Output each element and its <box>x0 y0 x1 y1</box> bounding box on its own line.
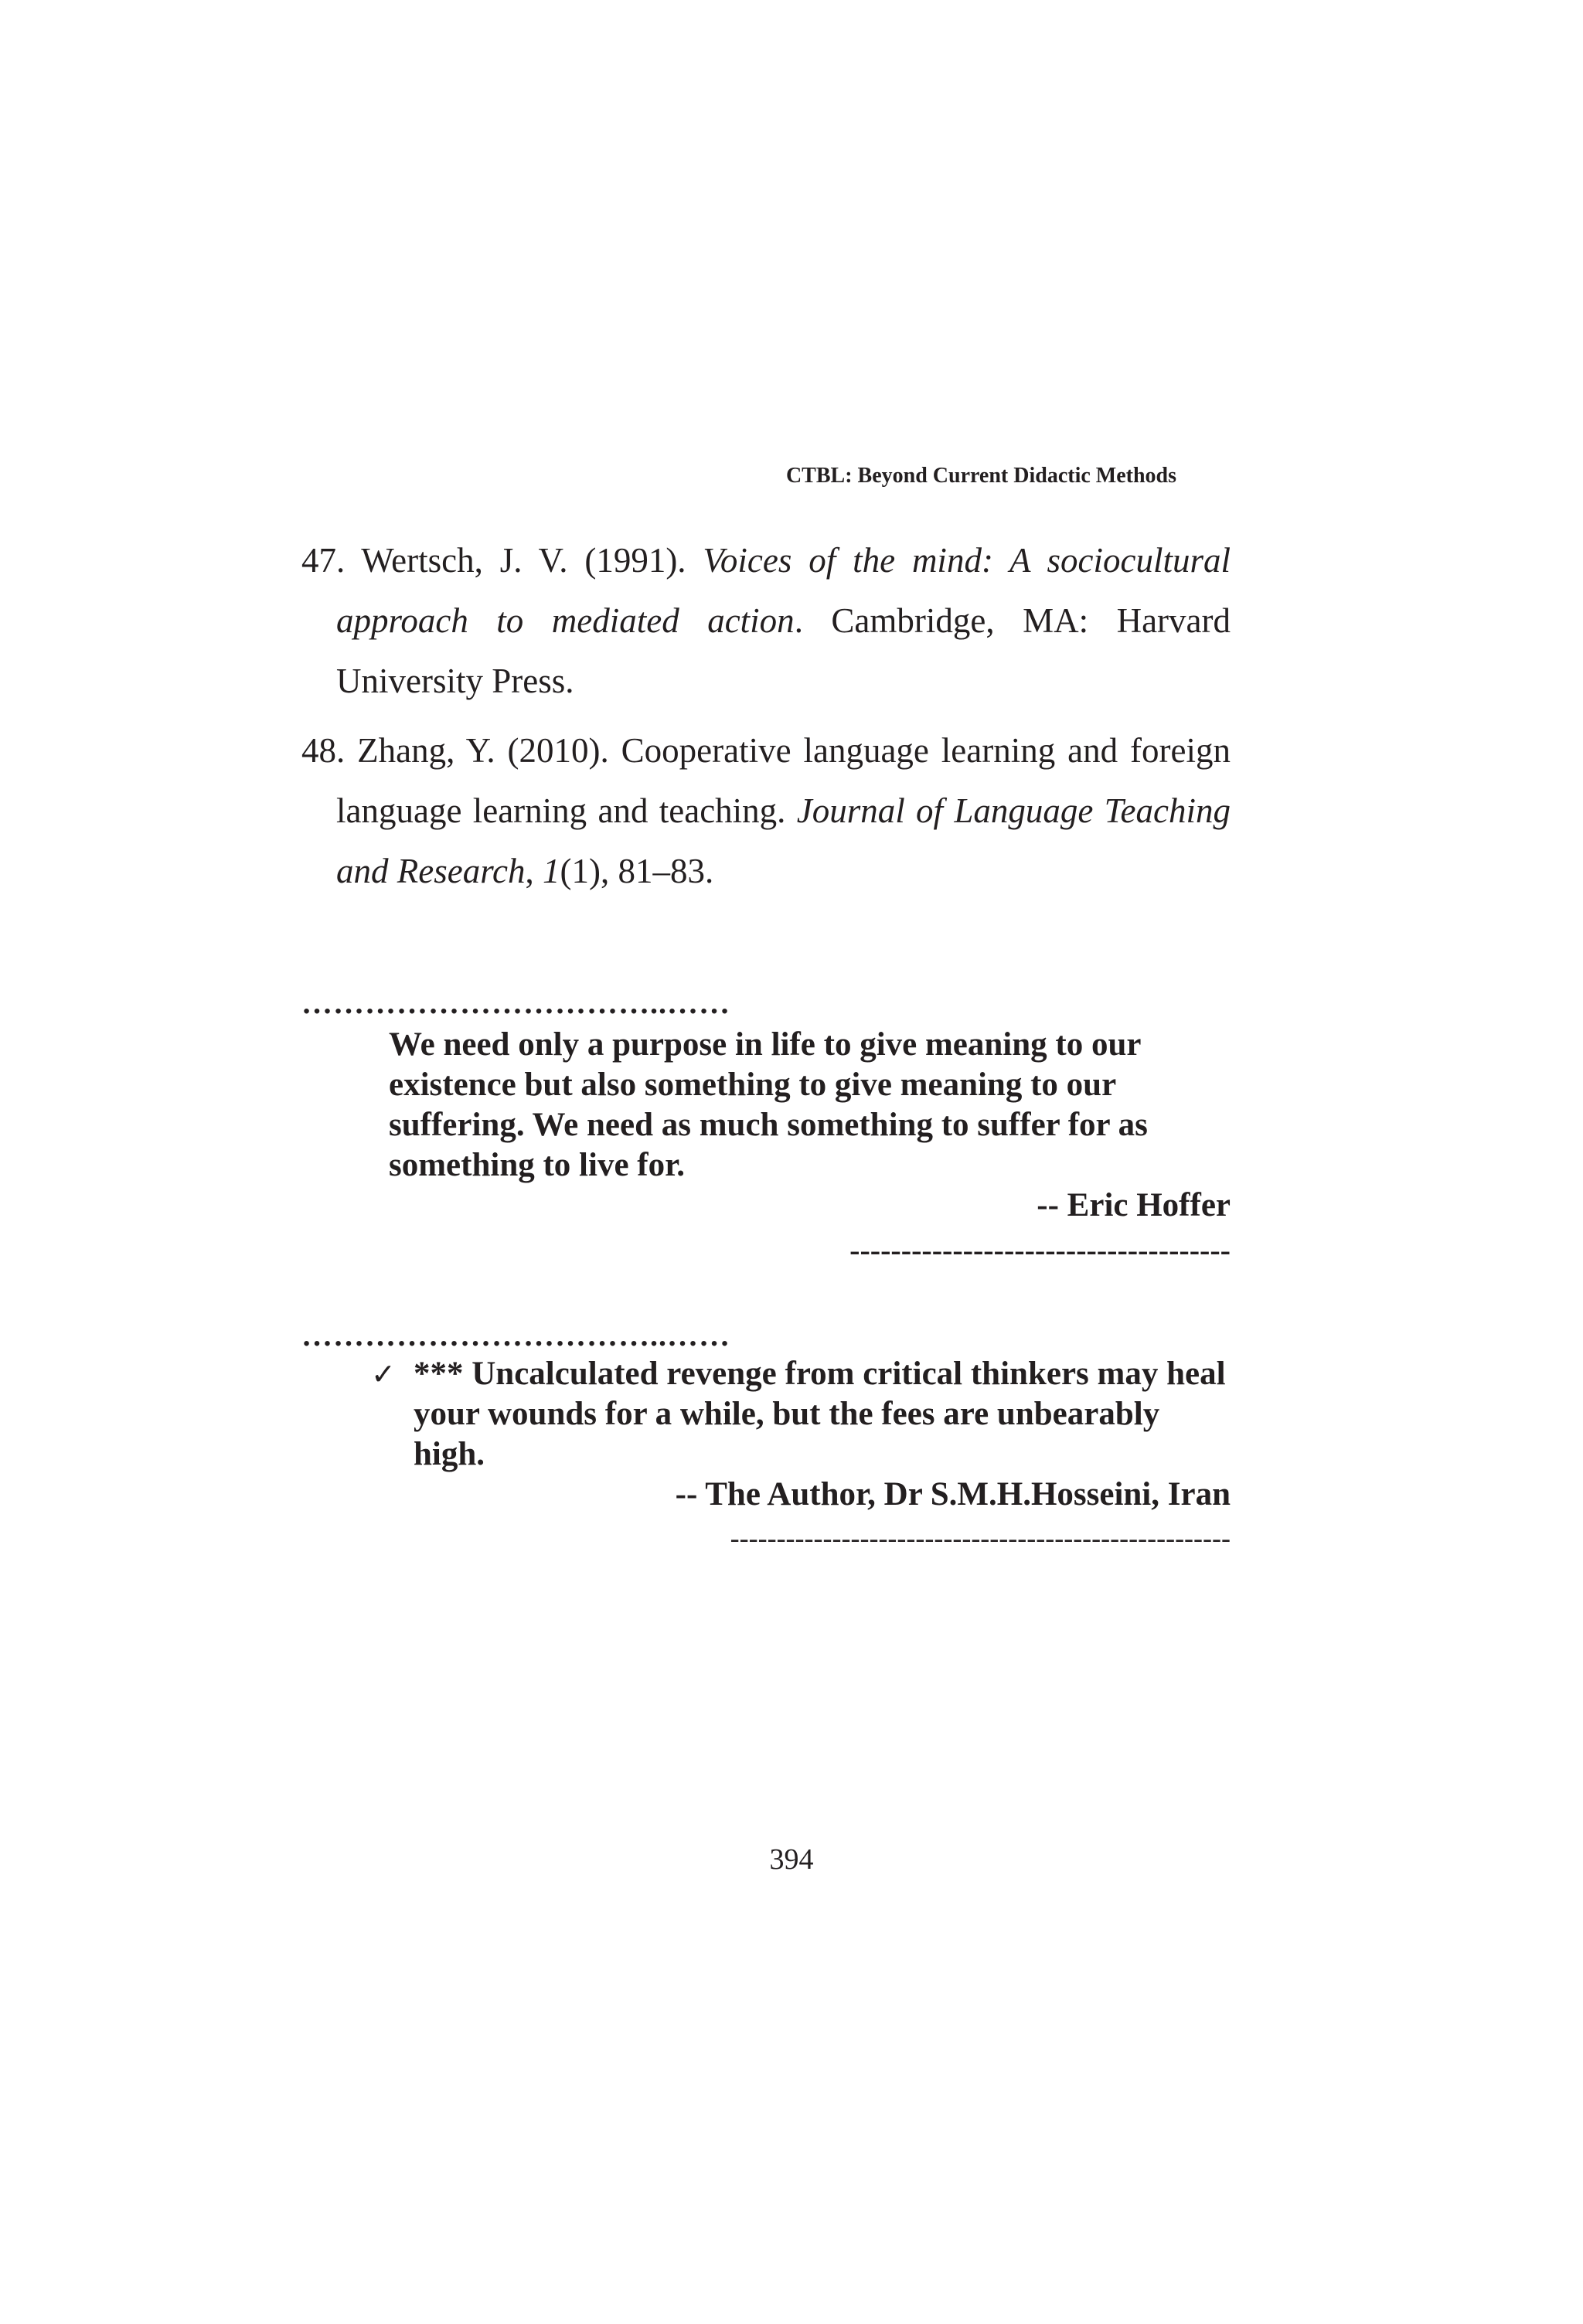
dashed-rule: ------------------------------------- <box>849 1235 1231 1266</box>
reference-title: Voices of the mind: A sociocultural approach to mediated action <box>336 541 1231 640</box>
quote-block-author <box>371 1354 1231 1515</box>
reference-authors: Zhang, Y. (2010). Cooperative language learning and foreign language learning and teaching. <box>336 731 1231 830</box>
reference-item-47 <box>301 530 1231 711</box>
reference-number: 48. <box>301 731 346 770</box>
reference-volume: 1 <box>543 852 560 890</box>
reference-comma: , <box>525 852 534 890</box>
checkmark-icon: ✓ <box>371 1357 396 1391</box>
reference-authors: Wertsch, J. V. (1991). <box>361 541 686 580</box>
reference-publisher: . Cambridge, MA: Harvard University Press. <box>336 601 1231 700</box>
reference-issue-pages: (1), 81–83. <box>560 852 714 890</box>
dashed-rule: ------------------------------------------------------ <box>730 1523 1231 1553</box>
page-number: 394 <box>769 1843 814 1876</box>
quote-text: We need only a purpose in life to give meaning to our existence but also something to give meaning to our suffering. We need as much something to suffer for as something to live for. <box>389 1026 1148 1183</box>
quote-author: -- Eric Hoffer <box>1037 1187 1231 1223</box>
reference-list <box>301 530 1231 910</box>
quote-author: -- The Author, Dr S.M.H.Hosseini, Iran <box>675 1476 1231 1512</box>
reference-number: 47. <box>301 541 346 580</box>
running-header: CTBL: Beyond Current Didactic Methods <box>785 464 1176 488</box>
dotted-leader: ……………………………..…… <box>301 985 730 1020</box>
dotted-leader: ……………………………..…… <box>301 1318 730 1353</box>
quote-text: *** Uncalculated revenge from critical thinkers may heal your wounds for a while, but the fees are unbearably high. <box>414 1356 1226 1472</box>
reference-item-48 <box>301 720 1231 901</box>
reference-journal: Journal of Language Teaching and Research <box>336 791 1231 890</box>
quote-block-hoffer <box>389 1025 1231 1226</box>
